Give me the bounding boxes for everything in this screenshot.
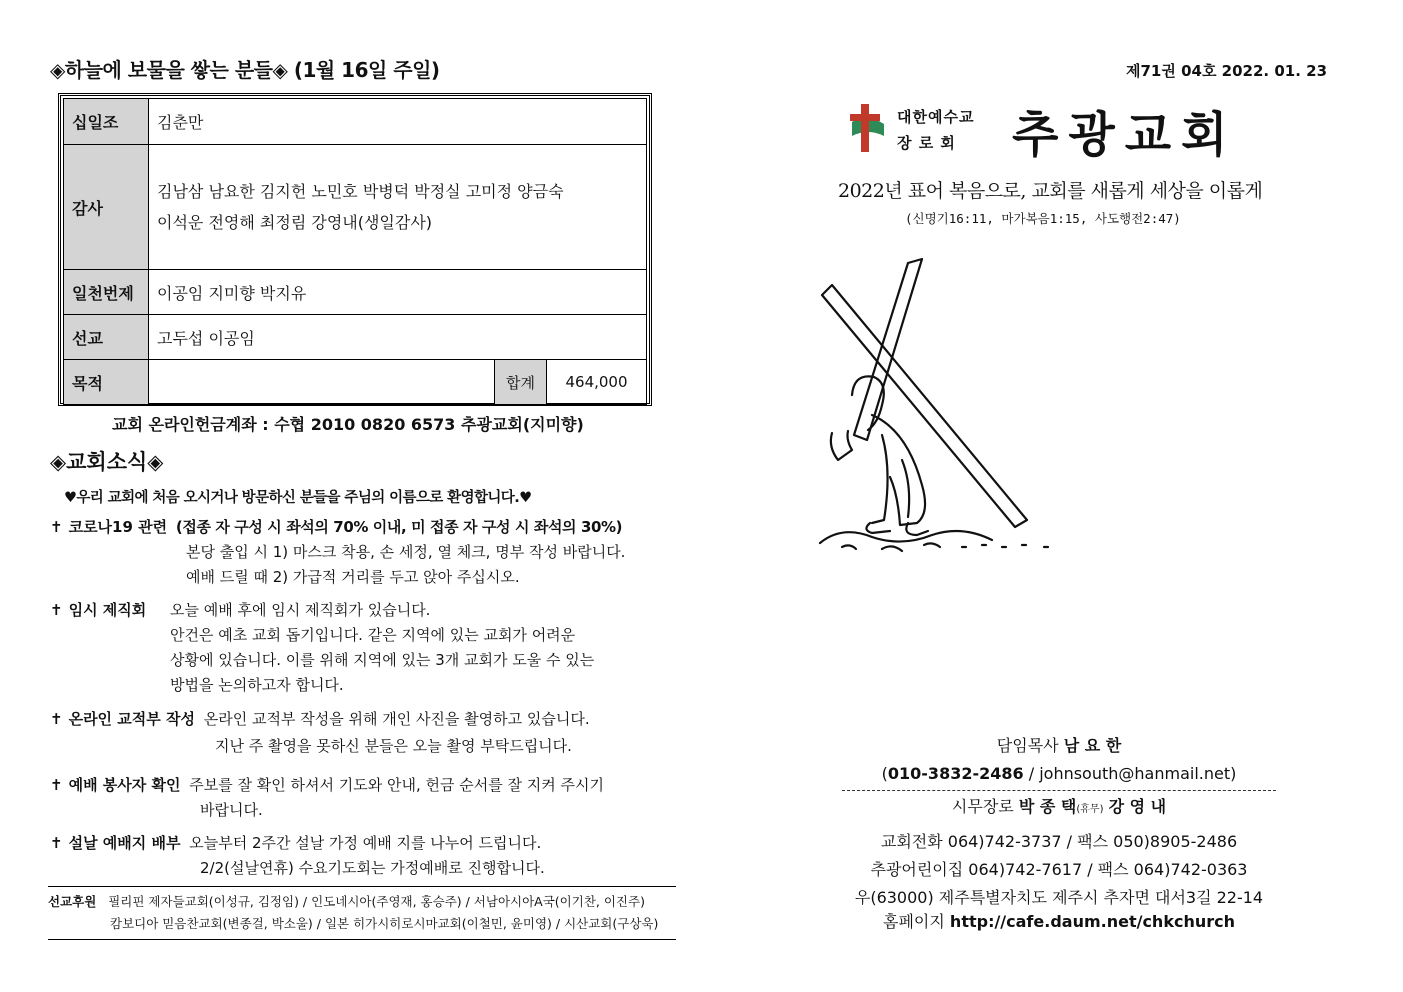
homepage-label: 홈페이지 — [883, 912, 945, 931]
mission-support — [48, 886, 676, 940]
news-item-registry — [50, 707, 670, 759]
elder-label: 시무장로 — [951, 797, 1014, 816]
cross-icon: ✝ — [50, 710, 63, 728]
news-item-line: 오늘 예배 후에 임시 제직회가 있습니다. — [170, 601, 431, 619]
row-names-mission: 고두섭 이공임 — [149, 315, 647, 360]
thanks-line-2: 이석운 전영해 최정림 강영내(생일감사) — [157, 213, 433, 232]
row-names-purpose — [149, 360, 495, 405]
table-row — [64, 270, 647, 315]
news-item-line: 안건은 예초 교회 돕기입니다. 같은 지역에 있는 교회가 어려운 — [170, 626, 576, 644]
church-logo-icon — [846, 102, 892, 154]
offering-title: ◈하늘에 보물을 쌓는 분들◈ (1월 16일 주일) — [50, 58, 440, 82]
annual-motto: 2022년 표어 복음으로, 교회를 새롭게 세상을 이롭게 — [838, 180, 1263, 202]
elder-note: (휴무) — [1076, 804, 1104, 815]
cross-icon: ✝ — [50, 518, 63, 536]
news-item-line: 온라인 교적부 작성을 위해 개인 사진을 촬영하고 있습니다. — [203, 710, 590, 728]
church-phone: 교회전화 064)742-3737 / 팩스 050)8905-2486 — [880, 832, 1238, 851]
online-account: 교회 온라인헌금계좌 : 수협 2010 0820 6573 추광교회(지미향) — [112, 415, 584, 434]
welcome-message: ♥우리 교회에 처음 오시거나 방문하신 분들을 주님의 이름으로 환영합니다.♥ — [64, 490, 532, 506]
news-item-line: 2/2(설날연휴) 수요기도회는 가정예배로 진행합니다. — [200, 859, 545, 877]
pastor-email[interactable]: johnsouth@hanmail.net — [1039, 764, 1231, 783]
total-label: 합계 — [495, 360, 547, 405]
divider — [842, 790, 1276, 791]
mission-row-1 — [48, 891, 676, 913]
news-item-line: (접종 자 구성 시 좌석의 70% 이내, 미 접종 자 구성 시 좌석의 30%) — [175, 518, 623, 536]
news-item-head: 코로나19 관련 — [68, 518, 168, 536]
news-item-meeting — [50, 598, 670, 698]
row-label-tithe: 십일조 — [64, 99, 149, 145]
offering-table-frame — [58, 93, 652, 406]
news-item-line: 상황에 있습니다. 이를 위해 지역에 있는 3개 교회가 도울 수 있는 — [170, 651, 595, 669]
table-row — [64, 360, 647, 405]
news-item-line: 예배 드릴 때 2) 가급적 거리를 두고 앉아 주십시오. — [186, 568, 520, 586]
mission-row-2: 캄보디아 믿음찬교회(변종걸, 박소울) / 일본 히가시히로시마교회(이철민, 윤미영) / 시산교회(구상욱) — [110, 916, 659, 931]
pastor-line — [836, 732, 1282, 760]
cross-icon: ✝ — [50, 601, 63, 619]
news-item-head: 예배 봉사자 확인 — [68, 776, 181, 794]
row-names-thousand: 이공임 지미향 박지유 — [149, 270, 647, 315]
news-item-covid — [50, 515, 670, 590]
news-item-line: 방법을 논의하고자 합니다. — [170, 676, 344, 694]
church-address: 우(63000) 제주특별자치도 제주시 추자면 대서3길 22-14 — [854, 888, 1264, 907]
denomination — [897, 104, 974, 156]
news-item-line: 지난 주 촬영을 못하신 분들은 오늘 촬영 부탁드립니다. — [215, 737, 572, 755]
news-item-volunteers — [50, 773, 670, 823]
news-item-head: 설날 예배지 배부 — [68, 834, 181, 852]
row-label-mission: 선교 — [64, 315, 149, 360]
table-row — [64, 315, 647, 360]
pastor-label: 담임목사 — [996, 736, 1059, 755]
pastor-phone: 010-3832-2486 — [887, 764, 1024, 783]
mission-list: 필리핀 제자들교회(이성규, 김정임) / 인도네시아(주영재, 홍승주) / 서남아시아A국(이기찬, 이진주) — [108, 894, 645, 909]
jesus-carrying-cross-illustration — [812, 255, 1062, 555]
kindergarten-phone: 추광어린이집 064)742-7617 / 팩스 064)742-0363 — [870, 860, 1248, 879]
homepage-line — [836, 908, 1282, 936]
mission-label: 선교후원 — [48, 894, 97, 909]
offering-table — [63, 98, 647, 405]
cross-icon: ✝ — [50, 834, 63, 852]
news-item-head: 온라인 교적부 작성 — [68, 710, 195, 728]
row-label-thousand: 일천번제 — [64, 270, 149, 315]
table-row — [64, 145, 647, 270]
contact-block — [836, 732, 1282, 936]
issue-number: 제71권 04호 2022. 01. 23 — [1126, 62, 1327, 80]
elder-name-2: 강 영 내 — [1108, 797, 1167, 816]
news-item-line: 오늘부터 2주간 설날 가정 예배 지를 나누어 드립니다. — [189, 834, 542, 852]
news-item-line: 본당 출입 시 1) 마스크 착용, 손 세정, 열 체크, 명부 작성 바랍니다. — [186, 543, 626, 561]
news-item-head: 임시 제직회 — [68, 601, 147, 619]
cross-icon: ✝ — [50, 776, 63, 794]
thanks-line-1: 김남삼 남요한 김지헌 노민호 박병덕 박정실 고미정 양금숙 — [157, 182, 564, 201]
homepage-link[interactable]: http://cafe.daum.net/chkchurch — [949, 912, 1235, 931]
news-item-newyear — [50, 831, 670, 881]
news-item-line: 바랍니다. — [200, 801, 263, 819]
total-value: 464,000 — [547, 360, 647, 405]
row-names-thanks — [149, 145, 647, 270]
denomination-line-2: 장 로 회 — [897, 134, 956, 152]
pastor-contact-line: (010-3832-2486 / johnsouth@hanmail.net) — [881, 764, 1237, 783]
table-row — [64, 99, 647, 145]
denomination-line-1: 대한예수교 — [897, 108, 975, 126]
elders-line — [836, 793, 1282, 824]
elder-name-1: 박 종 택 — [1018, 797, 1077, 816]
row-names-tithe: 김춘만 — [149, 99, 647, 145]
news-item-line: 주보를 잘 확인 하셔서 기도와 안내, 헌금 순서를 잘 지켜 주시기 — [189, 776, 604, 794]
motto-verses: (신명기16:11, 마가복음1:15, 사도행전2:47) — [905, 211, 1181, 226]
news-title: ◈교회소식◈ — [50, 450, 164, 474]
church-name: 추광교회 — [1012, 107, 1238, 163]
row-label-purpose: 목적 — [64, 360, 149, 405]
pastor-name: 남 요 한 — [1063, 736, 1122, 755]
row-label-thanks: 감사 — [64, 145, 149, 270]
